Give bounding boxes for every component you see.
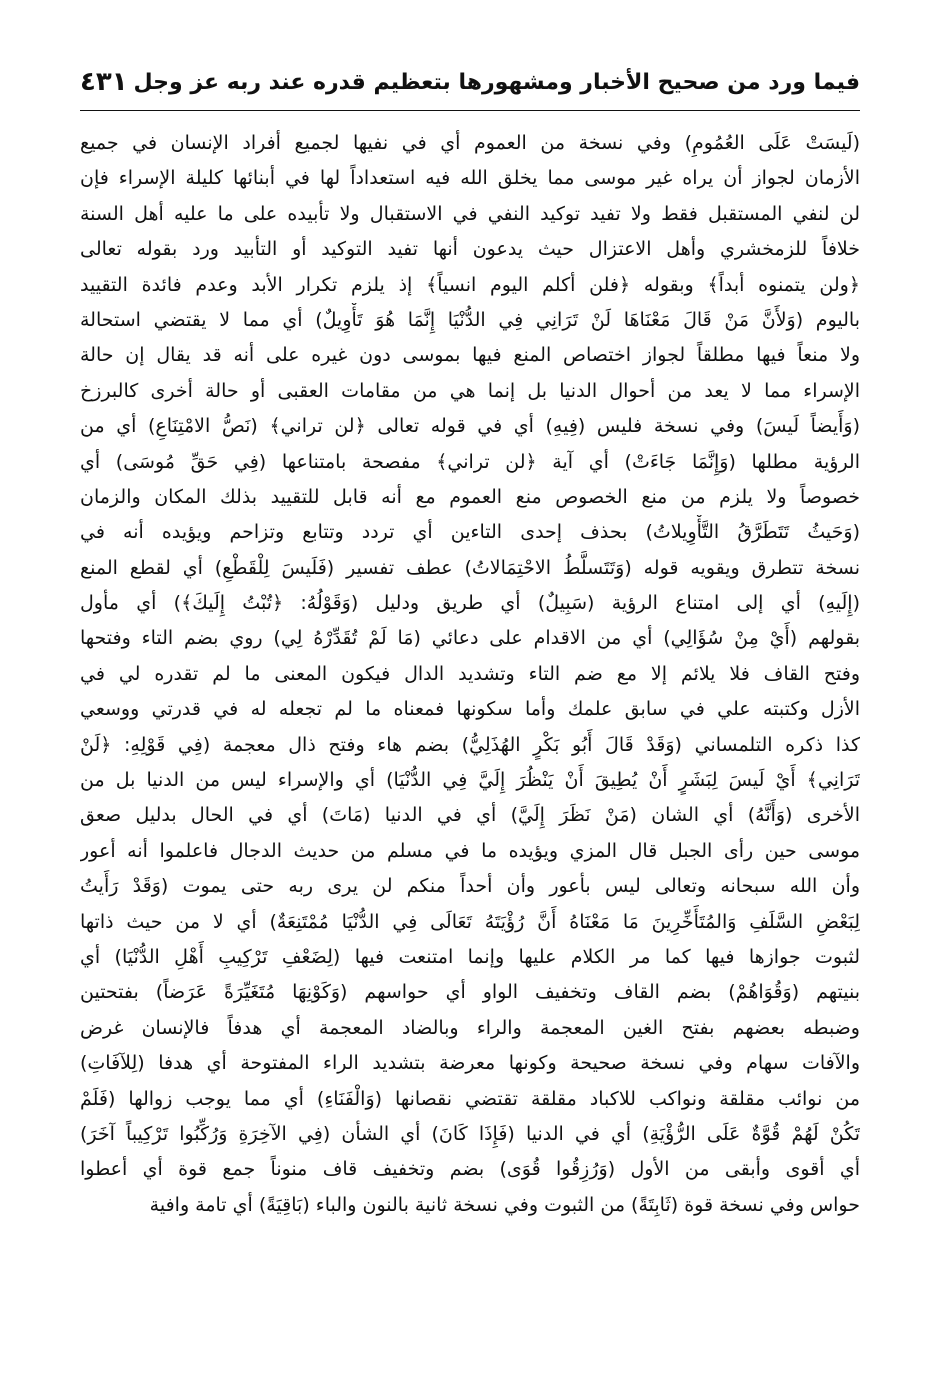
text-line: الأزمان لجواز أن يراه غير موسى مما يخلق الله فيه استعداداً لها في أبنائها كليلة الإسراء فإن xyxy=(80,167,860,190)
text-line: ولا منعاً فيها مطلقاً لجواز اختصاص المنع فيها بموسى دون غيره على أنه قد يقال إن حالة xyxy=(80,344,860,367)
text-line: ﴿ولن يتمنوه أبداً﴾ وبقوله ﴿فلن أكلم اليوم انسياً﴾ إذ يلزم تكرار الأبد وعدم فائدة التقييد xyxy=(80,273,860,296)
header-rule xyxy=(80,110,860,111)
text-line: كذا ذكره التلمساني (وَقَدْ قَالَ أَبُو بَكْرٍ الهُذَلِيُّ) بضم هاء وفتح ذال معجمة (فِي قَوْلِهِ: ﴿لَنْ xyxy=(80,733,860,756)
text-line: الأزل وكتبته علي في سابق علمك وأما سكونها فمعناه ما لم تجعله له في قدرتي ووسعي xyxy=(80,698,860,721)
text-line: (لَيسَتْ عَلَى العُمُومِ) وفي نسخة من العموم أي في نفيها لجميع أفراد الإنسان في جميع xyxy=(80,132,860,154)
text-line: (وَحَيثُ تَتَطَرَّقُ التَّأْوِيلاتُ) بحذف إحدى التاءين أي تردد وتتابع وتزاحم ويؤيده أنه في xyxy=(80,521,860,544)
body-text xyxy=(80,126,860,1223)
text-line: من نوائب مقلقة ونواكب للاكباد مقلقة تقتضي نقصانها (وَالْفَنَاءِ) أي مما يوجب زوالها (فَلَمْ xyxy=(80,1087,860,1110)
text-line: لثبوت جوازها فيها كما مر الكلام عليها وإنما امتنعت فيها (لِضَعْفِ تَرْكِيبِ أَهْلِ الدُّنْيَا) أي xyxy=(80,945,860,968)
text-line: بنيتهم (وَقُوَاهُمْ) بضم القاف وتخفيف الواو أي حواسهم (وَكَوْنِهَا مُتَغَيِّرَةً عَرَضاً) بفتحتين xyxy=(80,981,860,1004)
text-line: لن لنفي المستقبل فقط ولا تفيد توكيد النفي في الاستقبال ولا تأبيده على ما عليه أهل السنة xyxy=(80,202,860,225)
text-line: خصوصاً ولا يلزم من منع الخصوص منع العموم مع أنه قابل للتقييد بذلك المكان والزمان xyxy=(80,485,860,508)
text-line: باليوم (وَلأَنَّ مَنْ قَالَ مَعْنَاهَا لَنْ تَرَانِي فِي الدُّنْيَا إِنَّمَا هُوَ تَأْوِيلٌ) أي مما لا يقتضي استحالة xyxy=(80,308,860,331)
text-line: الأخرى (وَأَنَّهُ) أي الشان (مَنْ نَظَرَ إِلَيَّ) أي في الدنيا (مَاتَ) أي في الحال بدليل صعق xyxy=(80,804,860,827)
text-line: أي أقوى وأبقى من الأول (وَرُزِقُوا قُوَى) بضم وتخفيف قاف منوناً جمع قوة أي أعطوا xyxy=(80,1158,860,1181)
text-line: (وَأَيضاً لَيسَ) وفي نسخة فليس (فِيهِ) أي في قوله تعالى ﴿لن تراني﴾ (نَصُّ الامْتِنَاعِ) أي من xyxy=(80,415,860,438)
text-line: نسخة تتطرق ويقويه قوله (وَتَتَسلَّطُ الاحْتِمَالاتُ) عطف تفسير (فَلَيسَ لِلْقَطْعِ) أي لقطع المنع xyxy=(80,556,860,579)
text-line: تَرَانِي﴾ أَيْ لَيسَ لِبَشَرٍ أَنْ يُطِيقَ أَنْ يَنْظُرَ إِلَيَّ فِي الدُّنْيَا) أي والإسراء ليس من الدنيا بل من xyxy=(80,769,860,792)
text-line: (إِلَيهِ) أي إلى امتناع الرؤية (سَبِيلٌ) أي طريق ودليل (وَقَوْلُهُ: ﴿تُبْتُ إِلَيكَ﴾) أي مأول xyxy=(80,592,860,615)
text-line: لِبَعْضِ السَّلَفِ وَالمُتَأَخِّرِينَ مَا مَعْنَاهُ أَنَّ رُؤْيَتَهُ تَعَالَى فِي الدُّنْيَا مُمْتَنِعَةٌ) أي لا من حيث ذاتها xyxy=(80,910,860,933)
text-line: تَكُنْ لَهُمْ قُوَّةٌ عَلَى الرُّؤْيَةِ) أي في الدنيا (فَإِذَا كَانَ) أي الشأن (فِي الآخِرَةِ وَرُكِّبُوا تَرْكِيباً آخَرَ) xyxy=(80,1122,860,1145)
text-line: والآفات سهام وفي نسخة صحيحة وكونها معرضة بتشديد الراء المفتوحة أي هدفا (لِلآفَاتِ) xyxy=(80,1052,860,1075)
text-line: الإسراء مما لا يعد من أحوال الدنيا بل إنما هي من مقامات العقبى أو حالة أخرى كالبرزخ xyxy=(80,379,860,402)
text-line: خلافاً للزمخشري وأهل الاعتزال حيث يدعون أنها تفيد التوكيد أو التأبيد ورد بقوله تعالى xyxy=(80,238,860,261)
page-number: ٤٣١ xyxy=(80,67,128,97)
text-line: وأن الله سبحانه وتعالى ليس بأعور وأن أحداً منكم لن يرى ربه حتى يموت (وَقَدْ رَأَيتُ xyxy=(80,875,860,898)
page-header xyxy=(80,62,860,102)
text-line: وفتح القاف فلا يلائم إلا مع ضم التاء وتشديد الدال فيكون المعنى ما لم تقدره لي في xyxy=(80,662,860,685)
text-line: الرؤية مطلها (وَإِنَّمَا جَاءَتْ) أي آية ﴿لن تراني﴾ مفصحة بامتناعها (فِي حَقِّ مُوسَى) أي xyxy=(80,450,860,473)
running-title: فيما ورد من صحيح الأخبار ومشهورها بتعظيم قدره عند ربه عز وجل xyxy=(133,69,860,95)
text-line: وضبطه بعضهم بفتح الغين المعجمة والراء وبالضاد المعجمة أي هدفاً فالإنسان غرض xyxy=(80,1016,860,1039)
text-line: موسى حين رأى الجبل قال المزي ويؤيده ما في مسلم من حديث الدجال فاعلموا أنه أعور xyxy=(80,839,860,862)
text-line: حواس وفي نسخة قوة (ثَابِتَةً) من الثبوت وفي نسخة ثانية بالنون والباء (بَاقِيَةً) أي تامة وافية xyxy=(149,1193,860,1216)
text-line: بقولهم (أَيْ مِنْ سُؤَالِي) أي من الاقدام على دعائي (مَا لَمْ تُقَدِّرْهُ لِي) روي بضم التاء وفتحها xyxy=(80,627,860,650)
